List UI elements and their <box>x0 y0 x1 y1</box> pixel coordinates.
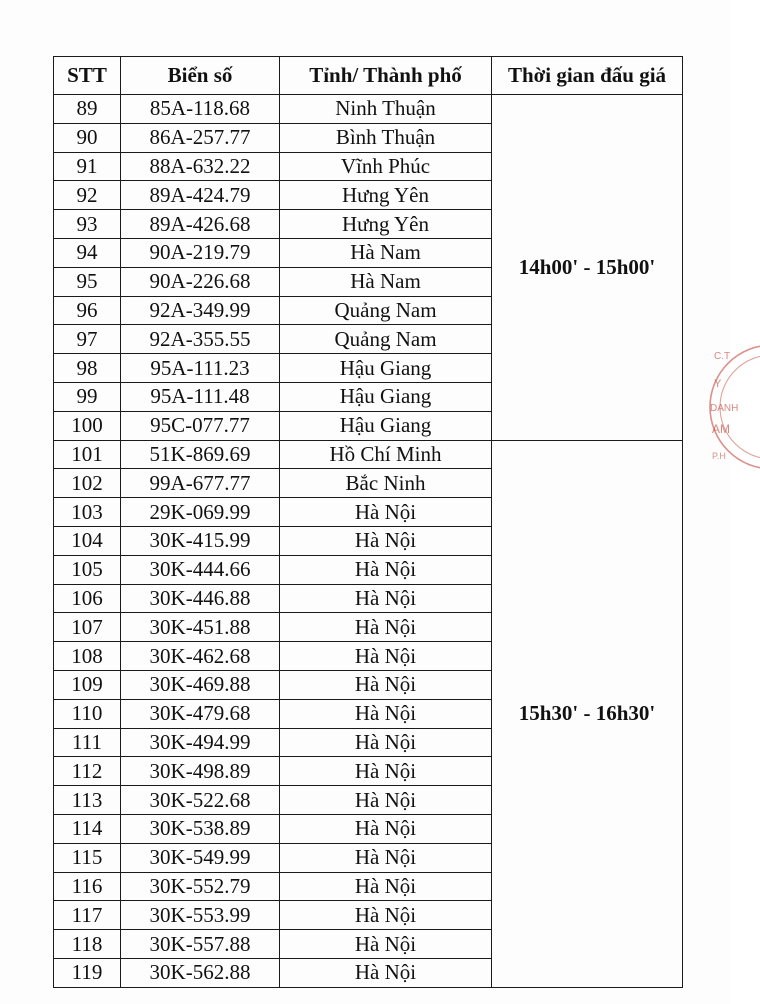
header-city: Tỉnh/ Thành phố <box>280 57 492 95</box>
cell-city: Hà Nội <box>280 872 492 901</box>
company-seal-fragment <box>700 345 760 475</box>
cell-plate: 30K-562.88 <box>121 958 280 987</box>
cell-plate: 92A-349.99 <box>121 296 280 325</box>
cell-plate: 30K-498.89 <box>121 757 280 786</box>
cell-city: Hà Nội <box>280 814 492 843</box>
cell-stt: 108 <box>54 642 121 671</box>
cell-stt: 103 <box>54 498 121 527</box>
cell-plate: 30K-538.89 <box>121 814 280 843</box>
cell-plate: 30K-462.68 <box>121 642 280 671</box>
svg-text:Y: Y <box>714 378 722 390</box>
cell-city: Hà Nội <box>280 757 492 786</box>
cell-city: Quảng Nam <box>280 325 492 354</box>
cell-stt: 93 <box>54 210 121 239</box>
svg-text:P.H: P.H <box>712 451 726 461</box>
cell-stt: 94 <box>54 238 121 267</box>
cell-city: Hà Nam <box>280 267 492 296</box>
cell-plate: 30K-469.88 <box>121 670 280 699</box>
table-header-row <box>54 57 683 95</box>
cell-stt: 92 <box>54 181 121 210</box>
cell-plate: 99A-677.77 <box>121 469 280 498</box>
cell-plate: 30K-494.99 <box>121 728 280 757</box>
seal-icon <box>700 345 760 475</box>
cell-city: Hà Nội <box>280 642 492 671</box>
cell-stt: 117 <box>54 901 121 930</box>
cell-plate: 29K-069.99 <box>121 498 280 527</box>
cell-city: Hà Nội <box>280 613 492 642</box>
cell-stt: 113 <box>54 786 121 815</box>
cell-plate: 30K-549.99 <box>121 843 280 872</box>
cell-stt: 119 <box>54 958 121 987</box>
cell-city: Hà Nội <box>280 699 492 728</box>
cell-stt: 98 <box>54 354 121 383</box>
cell-plate: 30K-522.68 <box>121 786 280 815</box>
cell-plate: 89A-424.79 <box>121 181 280 210</box>
cell-stt: 105 <box>54 555 121 584</box>
cell-stt: 116 <box>54 872 121 901</box>
cell-stt: 91 <box>54 152 121 181</box>
cell-plate: 88A-632.22 <box>121 152 280 181</box>
cell-plate: 90A-219.79 <box>121 238 280 267</box>
table-row <box>54 440 683 469</box>
cell-stt: 102 <box>54 469 121 498</box>
cell-city: Ninh Thuận <box>280 95 492 124</box>
cell-stt: 100 <box>54 411 121 440</box>
cell-stt: 101 <box>54 440 121 469</box>
cell-plate: 30K-553.99 <box>121 901 280 930</box>
cell-stt: 109 <box>54 670 121 699</box>
cell-city: Hà Nội <box>280 930 492 959</box>
cell-plate: 90A-226.68 <box>121 267 280 296</box>
cell-stt: 115 <box>54 843 121 872</box>
cell-plate: 95A-111.23 <box>121 354 280 383</box>
table-body <box>54 95 683 988</box>
cell-plate: 92A-355.55 <box>121 325 280 354</box>
cell-plate: 30K-479.68 <box>121 699 280 728</box>
cell-plate: 89A-426.68 <box>121 210 280 239</box>
cell-city: Quảng Nam <box>280 296 492 325</box>
cell-auction-time: 15h30' - 16h30' <box>492 440 683 987</box>
svg-text:C.T: C.T <box>714 351 731 362</box>
cell-stt: 97 <box>54 325 121 354</box>
cell-city: Hà Nội <box>280 555 492 584</box>
cell-stt: 104 <box>54 526 121 555</box>
cell-city: Vĩnh Phúc <box>280 152 492 181</box>
cell-plate: 30K-446.88 <box>121 584 280 613</box>
cell-plate: 30K-444.66 <box>121 555 280 584</box>
cell-city: Hậu Giang <box>280 382 492 411</box>
cell-city: Hưng Yên <box>280 181 492 210</box>
header-plate: Biển số <box>121 57 280 95</box>
cell-plate: 95C-077.77 <box>121 411 280 440</box>
header-time: Thời gian đấu giá <box>492 57 683 95</box>
cell-city: Bắc Ninh <box>280 469 492 498</box>
cell-city: Hà Nội <box>280 526 492 555</box>
cell-city: Hà Nội <box>280 728 492 757</box>
cell-stt: 110 <box>54 699 121 728</box>
cell-city: Hà Nam <box>280 238 492 267</box>
cell-stt: 95 <box>54 267 121 296</box>
svg-text:DANH: DANH <box>710 403 739 414</box>
cell-plate: 95A-111.48 <box>121 382 280 411</box>
cell-city: Hà Nội <box>280 843 492 872</box>
cell-auction-time: 14h00' - 15h00' <box>492 95 683 441</box>
cell-city: Hà Nội <box>280 901 492 930</box>
cell-stt: 111 <box>54 728 121 757</box>
cell-plate: 51K-869.69 <box>121 440 280 469</box>
header-stt: STT <box>54 57 121 95</box>
cell-stt: 90 <box>54 123 121 152</box>
cell-stt: 107 <box>54 613 121 642</box>
table-row <box>54 95 683 124</box>
cell-city: Hà Nội <box>280 584 492 613</box>
cell-stt: 118 <box>54 930 121 959</box>
cell-stt: 112 <box>54 757 121 786</box>
cell-city: Hà Nội <box>280 670 492 699</box>
cell-city: Hưng Yên <box>280 210 492 239</box>
cell-city: Hậu Giang <box>280 411 492 440</box>
cell-plate: 85A-118.68 <box>121 95 280 124</box>
cell-stt: 99 <box>54 382 121 411</box>
cell-city: Hậu Giang <box>280 354 492 383</box>
cell-plate: 30K-552.79 <box>121 872 280 901</box>
cell-stt: 114 <box>54 814 121 843</box>
svg-text:AM: AM <box>712 422 730 436</box>
cell-plate: 30K-415.99 <box>121 526 280 555</box>
cell-city: Bình Thuận <box>280 123 492 152</box>
cell-plate: 30K-451.88 <box>121 613 280 642</box>
cell-city: Hà Nội <box>280 958 492 987</box>
cell-city: Hà Nội <box>280 498 492 527</box>
cell-stt: 106 <box>54 584 121 613</box>
auction-plate-table <box>53 56 683 988</box>
cell-plate: 30K-557.88 <box>121 930 280 959</box>
cell-stt: 96 <box>54 296 121 325</box>
cell-city: Hà Nội <box>280 786 492 815</box>
cell-plate: 86A-257.77 <box>121 123 280 152</box>
cell-city: Hồ Chí Minh <box>280 440 492 469</box>
cell-stt: 89 <box>54 95 121 124</box>
